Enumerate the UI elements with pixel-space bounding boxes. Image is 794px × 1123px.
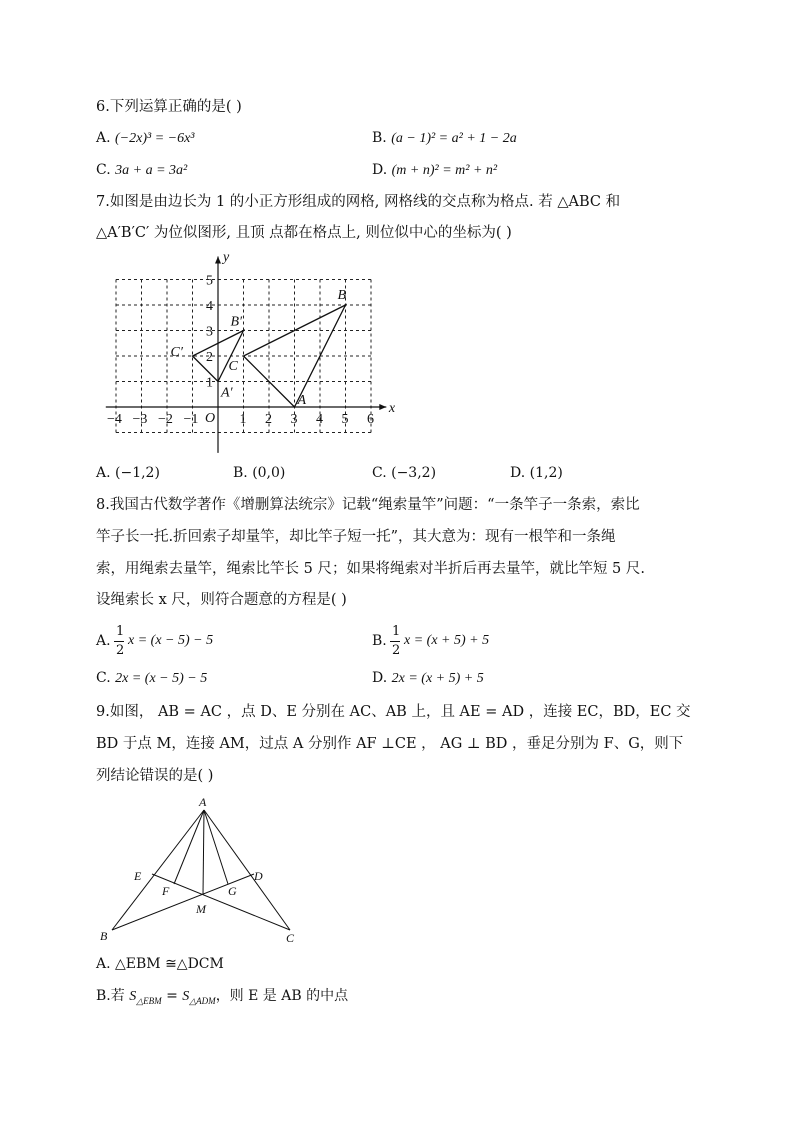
q7-coordinate-figure [96, 252, 406, 462]
q7-point-label-b1: B′ [230, 314, 243, 330]
q9-option-b-area2: S [182, 989, 190, 1004]
q6-option-a-expr: (−2x)³ = −6x³ [115, 131, 195, 146]
q7-option-a: A. (−1,2) [96, 465, 160, 481]
q8-option-b-numerator: 1 [392, 624, 401, 639]
q9-segment-ac [204, 810, 290, 930]
q8-option-c [96, 668, 207, 689]
q9-line2: BD 于点 M，连接 AM，过点 A 分别作 AF ⊥CE ， AG ⊥ BD ，垂足分别为 F、G，则下 [96, 736, 684, 752]
q7-x-tick-label: −2 [158, 412, 173, 427]
q8-option-c-label: C. [96, 670, 116, 686]
q8-line2: 竿子长一托.折回索子却量竿，却比竿子短一托”，其大意为：现有一根竿和一条绳 [96, 529, 616, 545]
q7-y-tick-label: 2 [206, 350, 213, 365]
q8-option-d-expr: 2x = (x + 5) + 5 [391, 671, 484, 686]
q9-label-m: M [196, 902, 206, 916]
q9-label-g: G [228, 884, 237, 898]
q7-point-label-b: B [337, 288, 347, 303]
q7-x-tick-label: 5 [341, 412, 349, 427]
q6-option-b-expr: (a − 1)² = a² + 1 − 2a [391, 131, 517, 146]
q7-x-tick-label: −1 [183, 412, 199, 427]
q8-option-b-expr: x = (x + 5) + 5 [404, 633, 490, 648]
q9-label-c: C [286, 931, 295, 945]
q9-option-b-area1-sub: △EBM [136, 995, 162, 1006]
q7-x-tick-label: 4 [316, 412, 323, 427]
q9-option-b-area2-sub: △ADM [189, 995, 216, 1006]
q6-option-c-label: C. [96, 162, 116, 178]
q7-x-tick-label: 2 [265, 412, 272, 427]
q9-label-e: E [134, 869, 142, 883]
q7-point-label-a1: A′ [221, 385, 233, 401]
q9-segment-ag [204, 810, 228, 884]
q7-x-tick-label: 1 [239, 412, 247, 427]
q8-option-a-denominator: 2 [116, 643, 125, 658]
q7-x-tick-label: −4 [107, 412, 122, 427]
q6-option-a [96, 128, 195, 149]
q7-triangle-abc [244, 305, 346, 407]
q7-option-b: B. (0,0) [233, 465, 286, 481]
q7-y-axis-label: y [223, 252, 230, 266]
q6-option-d-label: D. [372, 162, 392, 178]
q7-x-tick-label: 6 [367, 412, 374, 427]
q8-option-a-expr: x = (x − 5) − 5 [128, 633, 214, 648]
q7-stem-line2: △A′B′C′ 为位似图形, 且顶 点都在格点上, 则位似中心的坐标为( ) [96, 225, 512, 241]
q6-option-b-label: B. [372, 130, 392, 146]
q9-label-b: B [100, 929, 108, 943]
q7-x-axis-label: x [388, 401, 396, 416]
q7-point-label-c1: C′ [170, 345, 183, 360]
q6-option-a-label: A. [96, 130, 116, 146]
q7-y-tick-label: 4 [206, 299, 213, 314]
q6-option-d [372, 160, 497, 181]
q8-option-d-label: D. [372, 670, 392, 686]
q9-option-b-prefix: B.若 [96, 988, 130, 1004]
q7-point-label-a: A [297, 393, 307, 408]
q7-y-arrow [215, 257, 221, 264]
q8-option-a-label: A. [96, 633, 111, 649]
q9-segment-am [203, 810, 204, 895]
q8-option-c-expr: 2x = (x − 5) − 5 [115, 671, 208, 686]
q9-line1: 9.如图， AB = AC ，点 D、E 分别在 AC、AB 上，且 AE = AD ，连接 EC，BD，EC 交 [96, 704, 691, 720]
q7-point-label-c: C [228, 359, 238, 374]
q9-option-b-equals: = [161, 988, 183, 1004]
q9-label-a: A [199, 795, 207, 809]
q9-segment-af [174, 810, 204, 884]
q7-origin-label: O [205, 411, 216, 426]
q7-option-c: C. (−3,2) [372, 465, 437, 481]
q8-line4: 设绳索长 x 尺，则符合题意的方程是( ) [96, 592, 347, 608]
q6-option-c [96, 160, 187, 181]
q8-line3: 索，用绳索去量竿，绳索比竿长 5 尺；如果将绳索对半折后再去量竿，就比竿短 5 尺. [96, 561, 645, 577]
q7-x-arrow [379, 404, 386, 410]
q9-option-b [96, 986, 348, 1011]
q9-line3: 列结论错误的是( ) [96, 768, 214, 784]
q9-segment-ce [152, 874, 290, 930]
q7-y-tick-label: 3 [206, 324, 213, 340]
q7-x-tick-label: 3 [290, 412, 298, 427]
q9-option-a: A. △EBM ≅△DCM [96, 956, 224, 972]
q6-stem: 6.下列运算正确的是( ) [96, 99, 242, 115]
q9-label-d: D [254, 869, 263, 883]
q7-stem-line1: 7.如图是由边长为 1 的小正方形组成的网格, 网格线的交点称为格点. 若 △ABC 和 [96, 194, 621, 210]
q6-option-b [372, 128, 517, 149]
q7-y-tick-label: 5 [206, 273, 213, 289]
q9-triangle-figure [96, 792, 316, 952]
q7-option-d: D. (1,2) [510, 465, 563, 481]
q8-option-b-denominator: 2 [392, 643, 401, 658]
q7-y-tick-label: 1 [206, 375, 213, 391]
q9-option-b-suffix: ，则 E 是 AB 的中点 [215, 988, 349, 1004]
q6-option-d-expr: (m + n)² = m² + n² [391, 163, 498, 178]
q9-option-b-area1: S [129, 989, 137, 1004]
q7-tick-labels [107, 274, 374, 428]
q6-option-c-expr: 3a + a = 3a² [115, 163, 188, 178]
q8-option-d [372, 668, 484, 689]
q8-option-a-numerator: 1 [116, 624, 125, 639]
q9-label-f: F [162, 884, 170, 898]
q8-line1: 8.我国古代数学著作《增删算法统宗》记载“绳索量竿”问题：“一条竿子一条索，索比 [96, 497, 640, 513]
q7-x-tick-label: −3 [132, 412, 148, 427]
q8-option-b-label: B. [372, 633, 387, 649]
